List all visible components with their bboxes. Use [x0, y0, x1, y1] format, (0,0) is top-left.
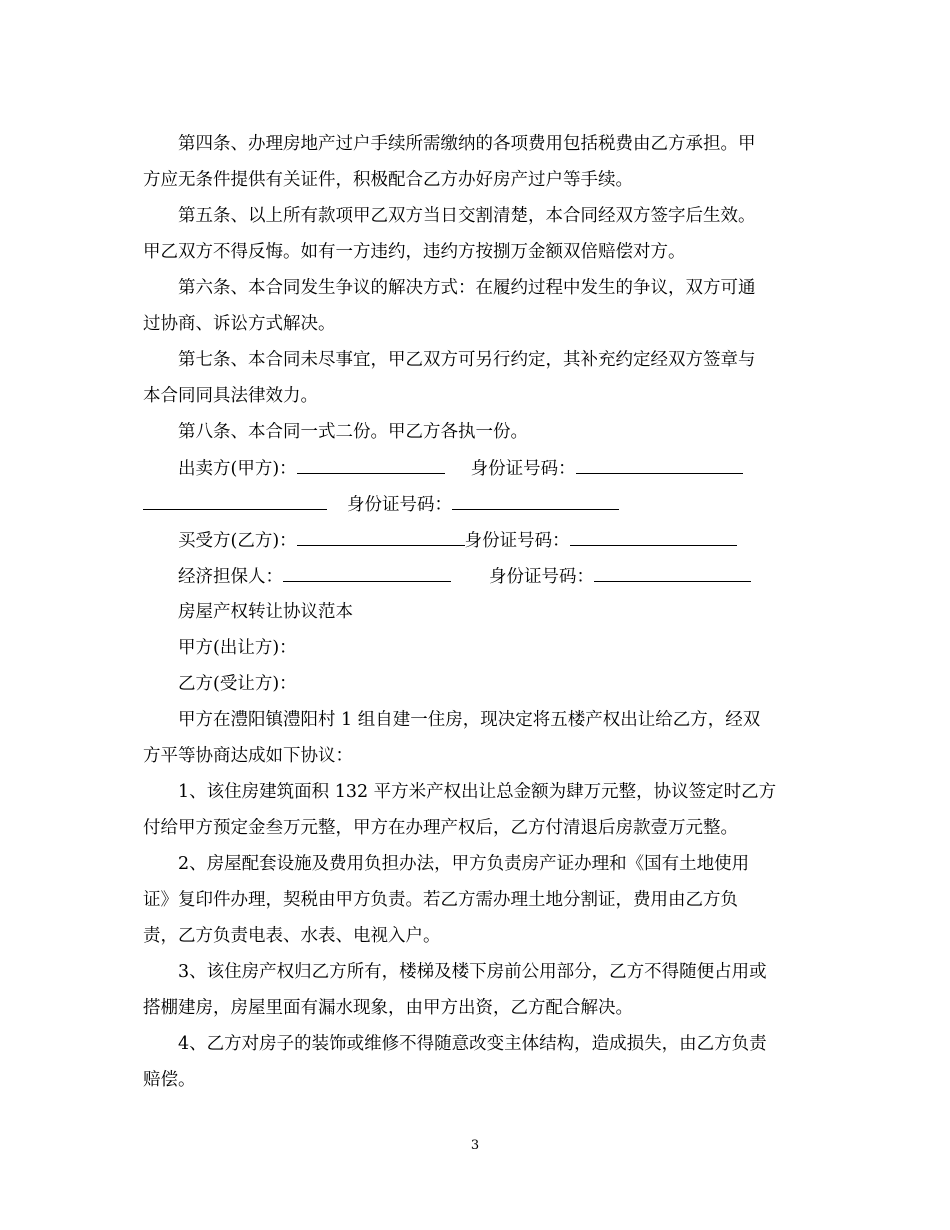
agreement-title: 房屋产权转让协议范本 — [178, 602, 353, 622]
buyer-name-blank — [297, 528, 465, 546]
intro-line-1: 甲方在澧阳镇澧阳村 1 组自建一住房，现决定将五楼产权出让给乙方，经双 — [178, 710, 761, 730]
second-id-blank — [452, 492, 619, 510]
clause-3-line-1: 3、该住房产权归乙方所有，楼梯及楼下房前公用部分，乙方不得随便占用或 — [178, 962, 767, 982]
article-4-line-2: 方应无条件提供有关证件，积极配合乙方办好房产过户等手续。 — [143, 170, 633, 190]
seller-label: 出卖方(甲方)： — [178, 459, 297, 479]
article-8: 第八条、本合同一式二份。甲乙方各执一份。 — [178, 422, 528, 442]
article-6-line-1: 第六条、本合同发生争议的解决方式：在履约过程中发生的争议，双方可通 — [178, 278, 756, 298]
article-6-line-2: 过协商、诉讼方式解决。 — [143, 314, 336, 334]
clause-2-line-2: 证》复印件办理，契税由甲方负责。若乙方需办理土地分割证，费用由乙方负 — [143, 890, 738, 910]
buyer-id-blank — [570, 528, 737, 546]
clause-2-line-1: 2、房屋配套设施及费用负担办法，甲方负责房产证办理和《国有土地使用 — [178, 854, 750, 874]
seller-id-blank — [576, 456, 743, 474]
seller-id-label: 身份证号码： — [470, 459, 576, 479]
guarantor-label: 经济担保人： — [178, 567, 283, 587]
clause-3-line-2: 搭棚建房，房屋里面有漏水现象，由甲方出资，乙方配合解决。 — [143, 998, 633, 1018]
seller-signature-row — [178, 456, 743, 481]
buyer-id-label: 身份证号码： — [464, 531, 570, 551]
article-4-line-1: 第四条、办理房地产过户手续所需缴纳的各项费用包括税费由乙方承担。甲 — [178, 134, 756, 154]
page-number: 3 — [470, 1138, 480, 1153]
second-seller-name-blank — [143, 492, 327, 510]
second-seller-signature-row — [143, 492, 619, 517]
party-b-label: 乙方(受让方)： — [178, 674, 297, 694]
intro-line-2: 方平等协商达成如下协议： — [143, 746, 353, 766]
guarantor-name-blank — [283, 564, 451, 582]
clause-2-line-3: 责，乙方负责电表、水表、电视入户。 — [143, 926, 441, 946]
party-a-label: 甲方(出让方)： — [178, 638, 297, 658]
guarantor-signature-row — [178, 564, 751, 589]
buyer-label: 买受方(乙方)： — [178, 531, 297, 551]
article-5-line-1: 第五条、以上所有款项甲乙双方当日交割清楚，本合同经双方签字后生效。 — [178, 206, 756, 226]
seller-name-blank — [297, 456, 445, 474]
article-5-line-2: 甲乙双方不得反悔。如有一方违约，违约方按捌万金额双倍赔偿对方。 — [143, 242, 686, 262]
article-7-line-2: 本合同同具法律效力。 — [143, 386, 318, 406]
buyer-signature-row — [178, 528, 737, 553]
guarantor-id-blank — [594, 564, 751, 582]
clause-4-line-2: 赔偿。 — [143, 1070, 196, 1090]
second-id-label: 身份证号码： — [347, 495, 452, 515]
clause-1-line-1: 1、该住房建筑面积 132 平方米产权出让总金额为肆万元整，协议签定时乙方 — [178, 782, 777, 802]
article-7-line-1: 第七条、本合同未尽事宜，甲乙双方可另行约定，其补充约定经双方签章与 — [178, 350, 756, 370]
clause-4-line-1: 4、乙方对房子的装饰或维修不得随意改变主体结构，造成损失，由乙方负责 — [178, 1034, 767, 1054]
guarantor-id-label: 身份证号码： — [489, 567, 594, 587]
clause-1-line-2: 付给甲方预定金叁万元整，甲方在办理产权后，乙方付清退后房款壹万元整。 — [143, 818, 738, 838]
